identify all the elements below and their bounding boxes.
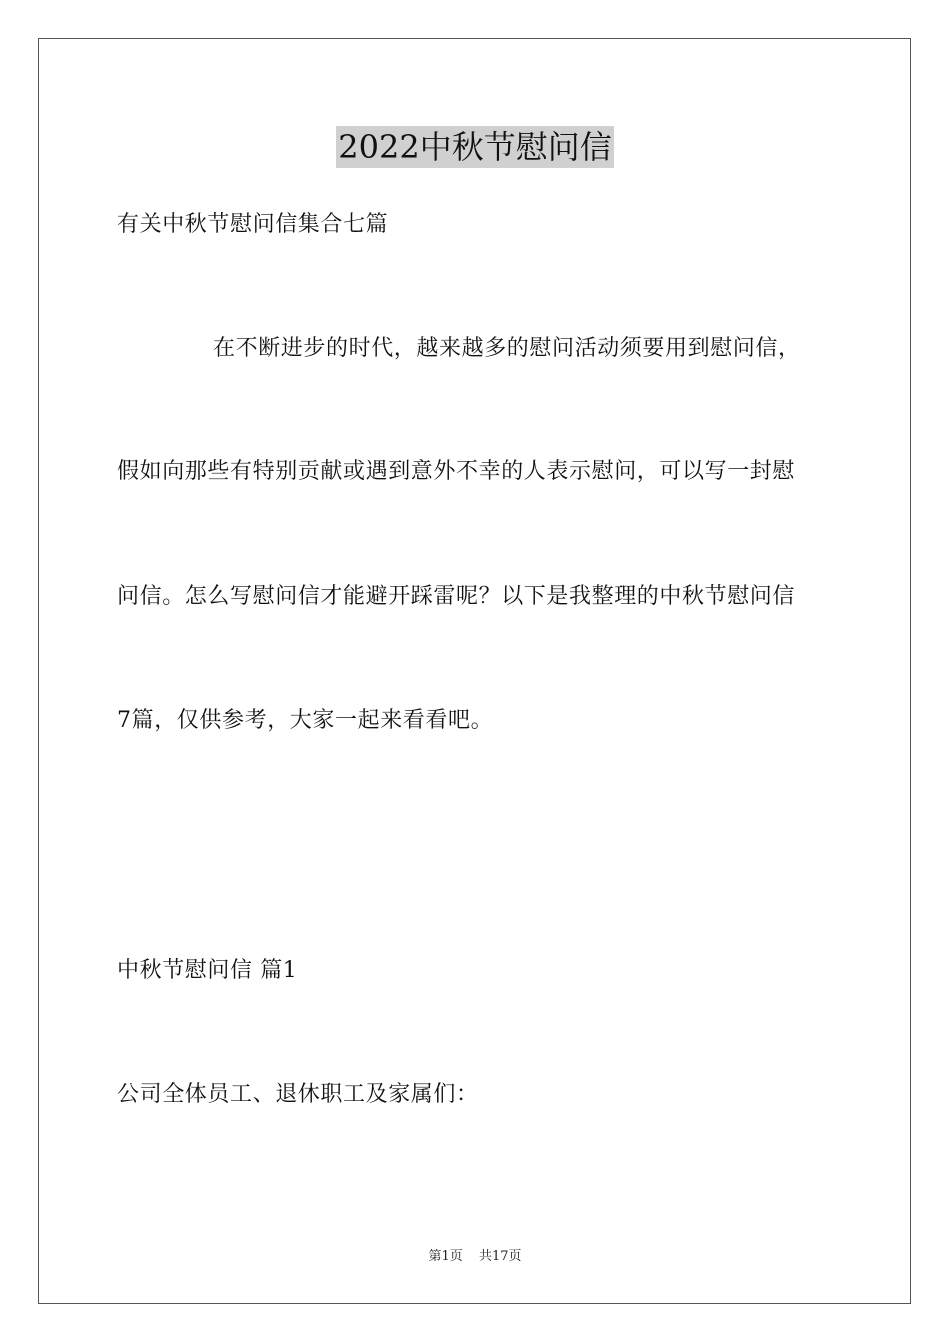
page-footer bbox=[0, 1248, 950, 1266]
section-heading: 中秋节慰问信 篇1 bbox=[117, 958, 298, 983]
greeting-line: 公司全体员工、退休职工及家属们： bbox=[117, 1082, 479, 1107]
paragraph-line: 假如向那些有特别贡献或遇到意外不幸的人表示慰问，可以写一封慰 bbox=[117, 459, 796, 484]
paragraph-line: 在不断进步的时代，越来越多的慰问活动须要用到慰问信， bbox=[213, 336, 801, 361]
document-title: 2022中秋节慰问信 bbox=[338, 128, 612, 166]
page-total: 共17页 bbox=[478, 1249, 522, 1264]
paragraph-line: 问信。怎么写慰问信才能避开踩雷呢？以下是我整理的中秋节慰问信 bbox=[117, 584, 796, 609]
paragraph-line: 7篇，仅供参考，大家一起来看看吧。 bbox=[117, 708, 494, 733]
page-number: 第1页 bbox=[428, 1249, 463, 1264]
title-container bbox=[0, 126, 950, 168]
intro-line: 有关中秋节慰问信集合七篇 bbox=[117, 212, 389, 237]
